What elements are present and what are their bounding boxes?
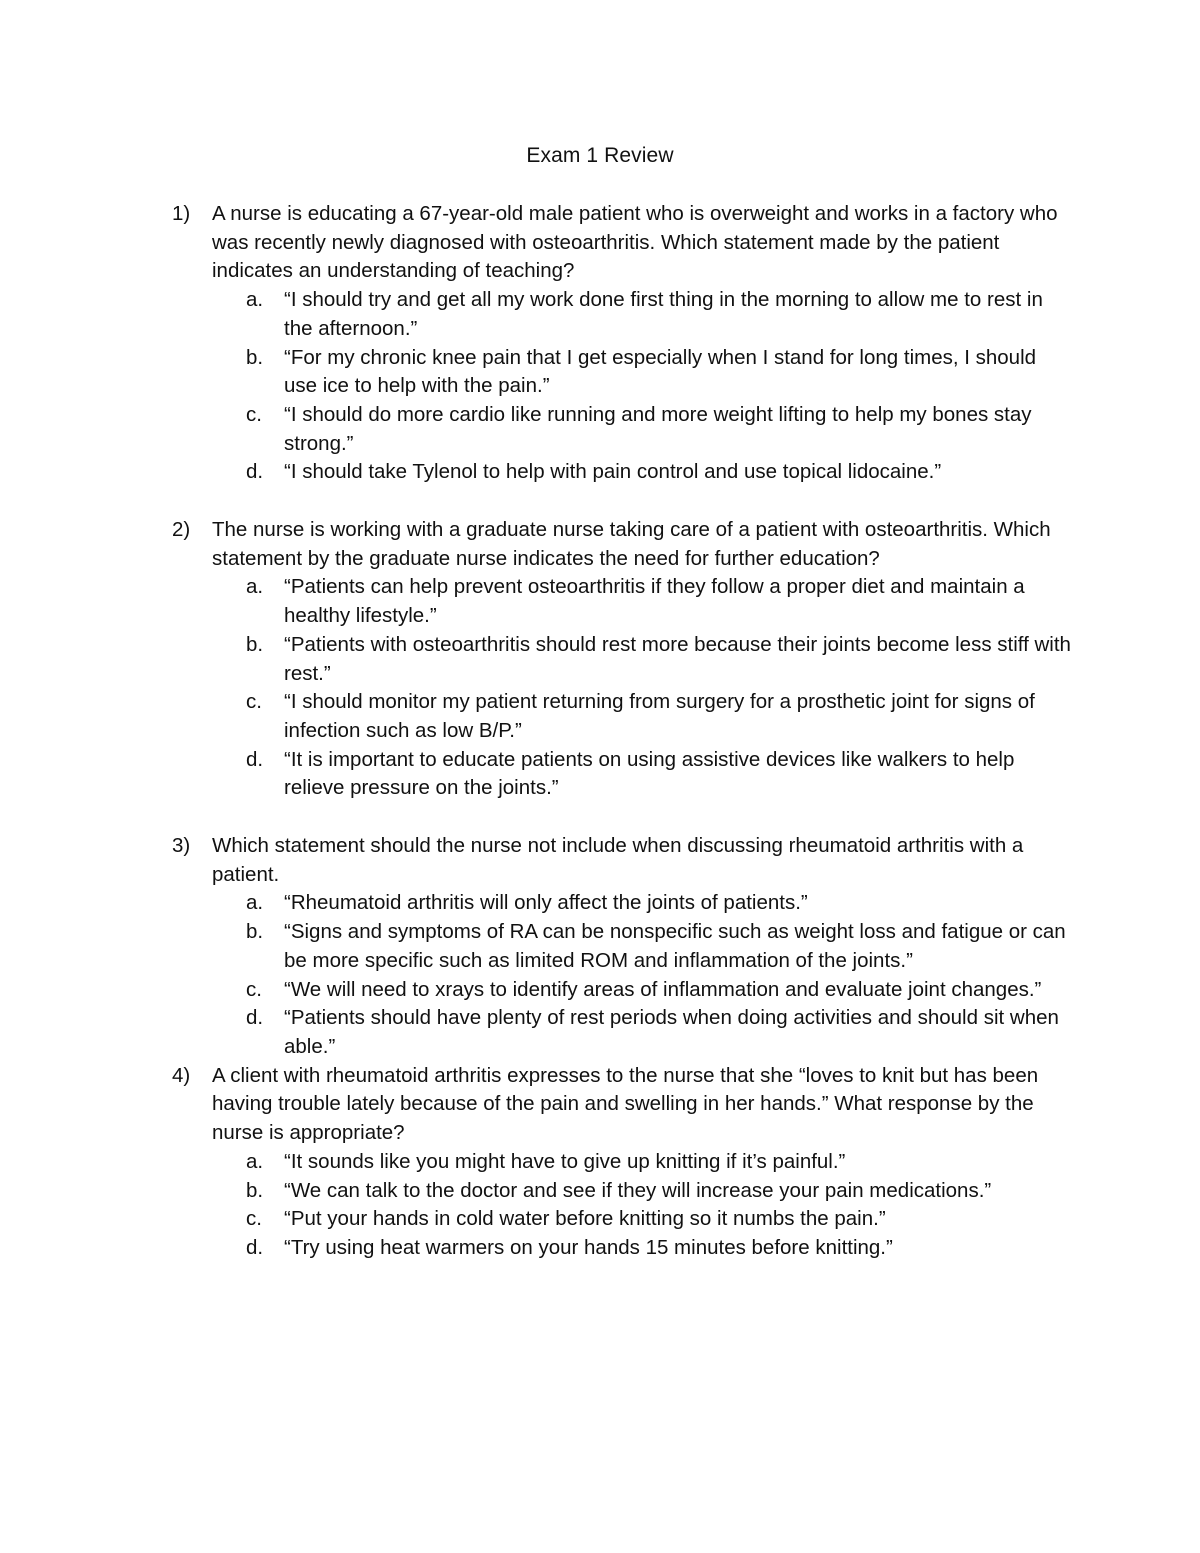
answer-options xyxy=(0,1148,1200,1263)
option-letter: d. xyxy=(246,1006,264,1030)
option-letter: a. xyxy=(246,891,264,915)
question-stem xyxy=(0,516,1200,573)
answer-option-b xyxy=(0,631,1200,688)
answer-option-b xyxy=(0,344,1200,401)
option-letter: a. xyxy=(246,288,264,312)
option-text: “Patients can help prevent osteoarthritis if they follow a proper diet and maintain a healthy lifestyle.” xyxy=(284,575,1025,628)
question-4 xyxy=(0,1062,1200,1263)
answer-option-b xyxy=(0,1177,1200,1206)
answer-option-a xyxy=(0,889,1200,918)
question-number: 1) xyxy=(172,202,191,225)
option-text: “I should do more cardio like running and more weight lifting to help my bones stay strong.” xyxy=(284,402,1032,455)
option-letter: d. xyxy=(246,1235,264,1259)
answer-option-b xyxy=(0,918,1200,975)
option-letter: a. xyxy=(246,575,264,599)
question-2 xyxy=(0,516,1200,803)
option-text: “Patients should have plenty of rest periods when doing activities and should sit when able.” xyxy=(284,1006,1059,1058)
answer-option-d xyxy=(0,1004,1200,1061)
answer-options xyxy=(0,286,1200,487)
option-letter: b. xyxy=(246,920,264,944)
option-letter: c. xyxy=(246,402,262,426)
option-text: “Rheumatoid arthritis will only affect the joints of patients.” xyxy=(284,891,808,915)
option-letter: b. xyxy=(246,632,264,656)
question-text: Which statement should the nurse not include when discussing rheumatoid arthritis with a patient. xyxy=(212,834,1024,886)
option-text: “It is important to educate patients on using assistive devices like walkers to help relieve pressure on the joints.” xyxy=(284,747,1015,800)
answer-options xyxy=(0,889,1200,1061)
question-stem xyxy=(0,1062,1200,1148)
option-letter: c. xyxy=(246,977,262,1001)
option-text: “Patients with osteoarthritis should rest more because their joints become less stiff with rest.” xyxy=(284,632,1071,685)
option-text: “Signs and symptoms of RA can be nonspecific such as weight loss and fatigue or can be more specific such as limited ROM and inflammation of the joints.” xyxy=(284,920,1066,972)
option-letter: d. xyxy=(246,460,264,484)
answer-option-d xyxy=(0,458,1200,487)
answer-option-c xyxy=(0,1205,1200,1234)
option-text: “I should take Tylenol to help with pain control and use topical lidocaine.” xyxy=(284,460,942,484)
question-stem xyxy=(0,832,1200,889)
question-stem xyxy=(0,200,1200,286)
option-text: “I should try and get all my work done first thing in the morning to allow me to rest in the afternoon.” xyxy=(284,288,1043,340)
question-text: The nurse is working with a graduate nurse taking care of a patient with osteoarthritis. Which statement by the graduate nurse indicates the need for further education? xyxy=(212,518,1051,570)
question-list xyxy=(0,200,1200,1263)
answer-options xyxy=(0,573,1200,803)
question-text: A client with rheumatoid arthritis expresses to the nurse that she “loves to knit but has been having trouble lately because of the pain and swelling in her hands.” What response by the nurse is appropriate? xyxy=(212,1063,1039,1145)
option-letter: b. xyxy=(246,345,264,369)
option-letter: c. xyxy=(246,690,262,714)
option-text: “It sounds like you might have to give up knitting if it’s painful.” xyxy=(284,1149,846,1173)
answer-option-a xyxy=(0,1148,1200,1177)
option-letter: c. xyxy=(246,1207,262,1231)
option-letter: b. xyxy=(246,1178,264,1202)
answer-option-a xyxy=(0,286,1200,343)
answer-option-d xyxy=(0,746,1200,803)
option-letter: a. xyxy=(246,1149,264,1173)
answer-option-c xyxy=(0,976,1200,1005)
question-text: A nurse is educating a 67-year-old male patient who is overweight and works in a factory who was recently newly diagnosed with osteoarthritis. Which statement made by the patient indicates an understanding of teaching? xyxy=(212,202,1058,283)
answer-option-a xyxy=(0,573,1200,630)
question-number: 4) xyxy=(172,1063,191,1087)
option-text: “We can talk to the doctor and see if they will increase your pain medications.” xyxy=(284,1178,992,1202)
option-text: “Try using heat warmers on your hands 15 minutes before knitting.” xyxy=(284,1235,893,1259)
question-number: 2) xyxy=(172,518,191,542)
page-title: Exam 1 Review xyxy=(526,144,674,167)
answer-option-d xyxy=(0,1234,1200,1263)
option-text: “We will need to xrays to identify areas of inflammation and evaluate joint changes.” xyxy=(284,977,1042,1001)
answer-option-c xyxy=(0,688,1200,745)
answer-option-c xyxy=(0,401,1200,458)
option-text: “For my chronic knee pain that I get especially when I stand for long times, I should use ice to help with the pain.” xyxy=(284,345,1037,398)
question-1 xyxy=(0,200,1200,487)
question-number: 3) xyxy=(172,834,191,858)
option-text: “I should monitor my patient returning from surgery for a prosthetic joint for signs of infection such as low B/P.” xyxy=(284,690,1035,742)
option-letter: d. xyxy=(246,747,264,771)
option-text: “Put your hands in cold water before knitting so it numbs the pain.” xyxy=(284,1207,886,1231)
question-3 xyxy=(0,832,1200,1062)
